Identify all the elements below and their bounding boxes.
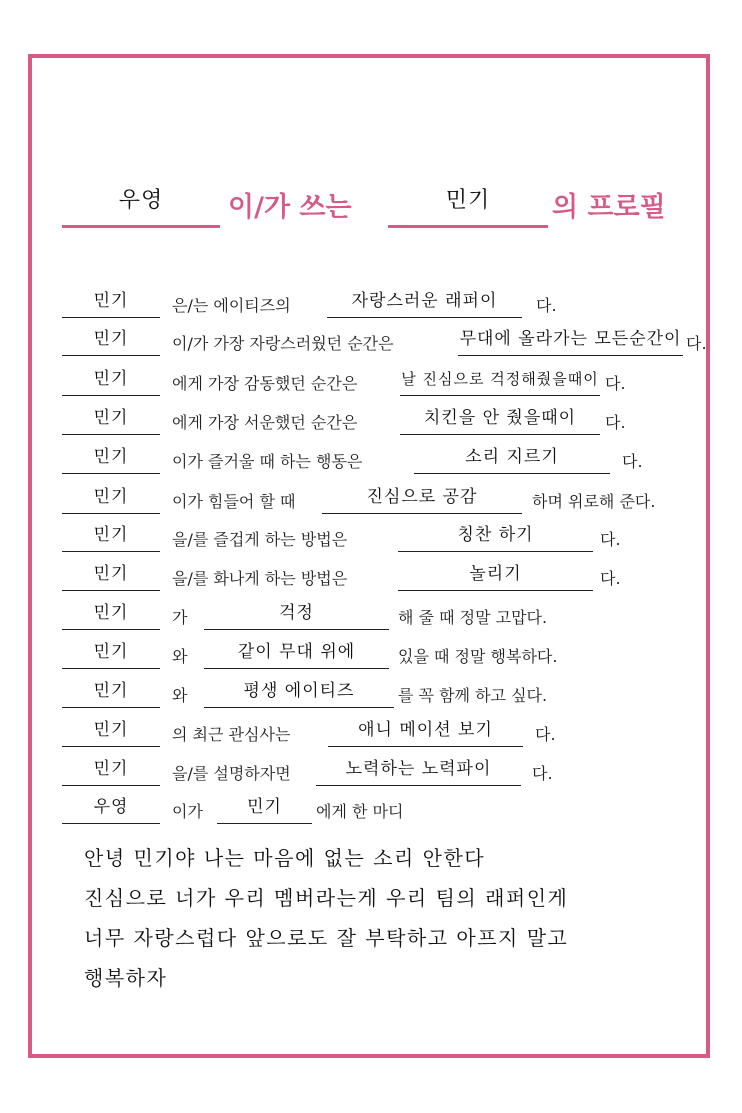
subject-blank: [62, 321, 160, 356]
suffix-label: 하며 위로해 준다.: [532, 492, 656, 511]
subject-blank: [62, 789, 160, 824]
suffix-label: 다.: [536, 296, 557, 315]
subject-name: 민기: [93, 564, 129, 584]
subject-blank: [62, 556, 160, 591]
suffix-label: 다.: [622, 452, 643, 471]
title-label-1: 이/가 쓰는: [228, 192, 352, 223]
profile-row: [62, 401, 682, 435]
answer-blank: [400, 361, 600, 396]
answer-blank: [328, 712, 523, 747]
subject-name: 우영: [93, 797, 129, 817]
profile-row: [62, 752, 682, 786]
subject-name: 민기: [93, 329, 129, 349]
answer-text: 무대에 올라가는 모든순간이: [459, 329, 682, 349]
answer-text: 진심으로 공감: [366, 487, 478, 507]
subject-blank: [62, 712, 160, 747]
message-line: 진심으로 너가 우리 멤버라는게 우리 팀의 래퍼인게: [84, 886, 569, 910]
prompt-label: 와: [172, 647, 188, 666]
subject-blank: [62, 634, 160, 669]
subject-name: 민기: [93, 642, 129, 662]
subject-name: 민기: [445, 188, 491, 213]
answer-text: 걱정: [279, 603, 314, 623]
subject-blank: [62, 673, 160, 708]
prompt-label: 가: [172, 608, 188, 627]
suffix-label: 있을 때 정말 행복하다.: [398, 647, 558, 666]
subject-name: 민기: [93, 487, 129, 507]
answer-blank: [217, 789, 312, 824]
profile-row: [62, 480, 682, 514]
prompt-label: 에게 가장 감동했던 순간은: [172, 374, 358, 393]
answer-blank: [204, 634, 389, 669]
profile-row: [62, 674, 682, 708]
prompt-label: 이가: [172, 802, 203, 821]
prompt-label: 을/를 설명하자면: [172, 764, 291, 783]
prompt-label: 은/는 에이티즈의: [172, 296, 291, 315]
profile-row: [62, 518, 682, 552]
subject-blank: [388, 185, 548, 228]
answer-text: 노력하는 노력파이: [345, 759, 492, 779]
prompt-label: 의 최근 관심사는: [172, 725, 291, 744]
prompt-label: 이/가 가장 자랑스러웠던 순간은: [172, 334, 394, 353]
answer-blank: [204, 673, 394, 708]
subject-name: 민기: [93, 720, 129, 740]
profile-row: [62, 440, 682, 474]
suffix-label: 다.: [600, 569, 621, 588]
subject-name: 민기: [93, 447, 129, 467]
subject-blank: [62, 400, 160, 435]
answer-blank: [316, 751, 521, 786]
answer-blank: [414, 439, 610, 474]
subject-blank: [62, 517, 160, 552]
answer-text: 같이 무대 위에: [237, 642, 356, 662]
prompt-label: 에게 가장 서운했던 순간은: [172, 413, 358, 432]
answer-text: 소리 지르기: [465, 447, 559, 467]
subject-name: 민기: [93, 525, 129, 545]
subject-name: 민기: [93, 291, 129, 311]
subject-name: 민기: [93, 369, 129, 389]
suffix-label: 다.: [600, 530, 621, 549]
subject-name: 민기: [93, 759, 129, 779]
subject-blank: [62, 439, 160, 474]
answer-blank: [398, 517, 593, 552]
handwritten-message: [84, 838, 644, 998]
suffix-label: 를 꼭 함께 하고 싶다.: [398, 686, 548, 705]
message-line: 행복하자: [84, 966, 168, 990]
suffix-label: 해 줄 때 정말 고맙다.: [398, 608, 548, 627]
prompt-label: 이가 즐거울 때 하는 행동은: [172, 452, 363, 471]
profile-row: [62, 713, 682, 747]
profile-row: [62, 362, 682, 396]
answer-text: 민기: [247, 797, 282, 817]
profile-row: [62, 557, 682, 591]
prompt-label: 을/를 즐겁게 하는 방법은: [172, 530, 348, 549]
answer-text: 치킨을 안 줬을때이: [423, 408, 577, 428]
writer-name: 우영: [118, 188, 164, 213]
subject-blank: [62, 361, 160, 396]
profile-row: [62, 635, 682, 669]
answer-text: 자랑스러운 래퍼이: [351, 291, 498, 311]
answer-text: 날 진심으로 걱정해줬을때이: [401, 370, 599, 388]
answer-blank: [400, 400, 600, 435]
profile-row: [62, 322, 707, 356]
subject-name: 민기: [93, 603, 129, 623]
answer-blank: [204, 595, 389, 630]
profile-row: [62, 284, 682, 318]
answer-blank: [458, 321, 683, 356]
subject-name: 민기: [93, 408, 129, 428]
answer-blank: [322, 479, 522, 514]
answer-blank: [398, 556, 593, 591]
subject-blank: [62, 751, 160, 786]
title-label-2: 의 프로필: [552, 192, 666, 223]
subject-blank: [62, 283, 160, 318]
answer-text: 칭찬 하기: [457, 525, 534, 545]
profile-row: [62, 596, 682, 630]
answer-text: 애니 메이션 보기: [358, 720, 493, 740]
writer-blank: [62, 185, 220, 228]
message-line: 안녕 민기야 나는 마음에 없는 소리 안한다: [84, 846, 486, 870]
suffix-label: 다.: [532, 764, 553, 783]
answer-blank: [327, 283, 522, 318]
suffix-label: 에게 한 마디: [316, 802, 404, 821]
subject-blank: [62, 479, 160, 514]
suffix-label: 다.: [535, 725, 556, 744]
profile-row: [62, 790, 682, 824]
prompt-label: 와: [172, 686, 188, 705]
suffix-label: 다.: [605, 374, 626, 393]
message-line: 너무 자랑스럽다 앞으로도 잘 부탁하고 아프지 말고: [84, 926, 569, 950]
suffix-label: 다.: [686, 334, 707, 353]
subject-blank: [62, 595, 160, 630]
answer-text: 놀리기: [469, 564, 522, 584]
prompt-label: 을/를 화나게 하는 방법은: [172, 569, 348, 588]
prompt-label: 이가 힘들어 할 때: [172, 492, 296, 511]
answer-text: 평생 에이티즈: [243, 681, 355, 701]
suffix-label: 다.: [605, 413, 626, 432]
profile-title: [62, 185, 682, 231]
subject-name: 민기: [93, 681, 129, 701]
